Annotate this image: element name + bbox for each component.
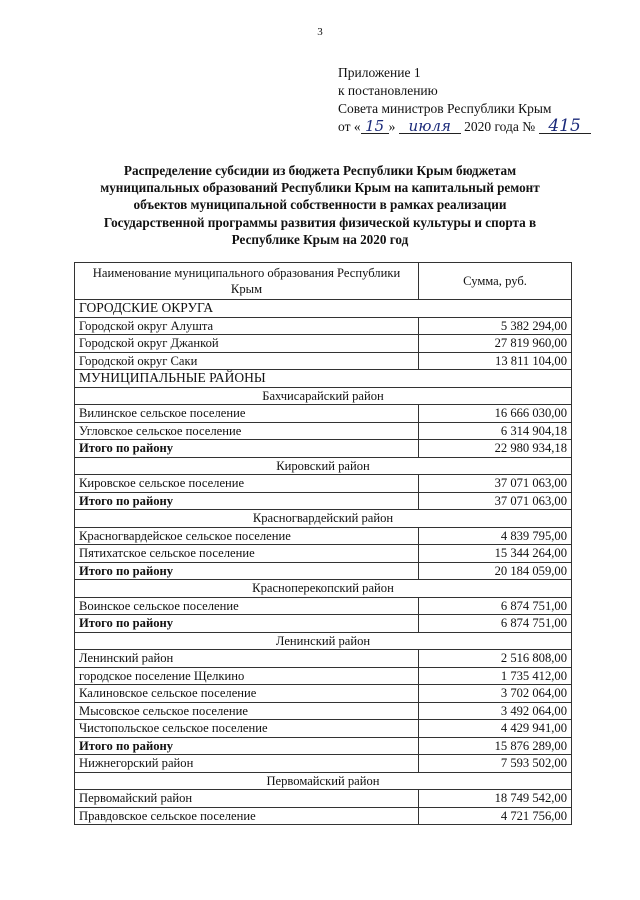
table-row — [75, 527, 572, 545]
table-row — [75, 650, 572, 668]
appendix-line-2: к постановлению — [338, 83, 438, 98]
municipality-name: Первомайский район — [75, 790, 419, 808]
table-row — [75, 405, 572, 423]
table-row — [75, 667, 572, 685]
document-title — [60, 162, 580, 248]
district-heading: Красноперекопский район — [75, 580, 572, 598]
appendix-date-line — [338, 118, 628, 136]
date-year-text: 2020 года № — [464, 119, 536, 134]
appendix-block — [338, 64, 628, 136]
total-label: Итого по району — [75, 615, 419, 633]
total-amount: 22 980 934,18 — [419, 440, 572, 458]
appendix-line-1: Приложение 1 — [338, 65, 421, 80]
subsidy-amount: 18 749 542,00 — [419, 790, 572, 808]
district-total-row — [75, 562, 572, 580]
appendix-line-3: Совета министров Республики Крым — [338, 101, 552, 116]
title-line: муниципальных образований Республики Крым на капитальный ремонт — [100, 180, 540, 196]
municipality-name: Ленинский район — [75, 650, 419, 668]
municipality-name: Кировское сельское поселение — [75, 475, 419, 493]
section-heading: МУНИЦИПАЛЬНЫЕ РАЙОНЫ — [75, 370, 572, 388]
subsidy-amount: 4 839 795,00 — [419, 527, 572, 545]
subsidy-amount: 16 666 030,00 — [419, 405, 572, 423]
table-row — [75, 545, 572, 563]
table-row — [75, 317, 572, 335]
district-heading: Кировский район — [75, 457, 572, 475]
district-row — [75, 387, 572, 405]
municipality-name: Городской округ Саки — [75, 352, 419, 370]
subsidy-amount: 4 429 941,00 — [419, 720, 572, 738]
section-heading: ГОРОДСКИЕ ОКРУГА — [75, 300, 572, 318]
subsidy-amount: 4 721 756,00 — [419, 807, 572, 825]
table-body — [75, 300, 572, 825]
table-row — [75, 352, 572, 370]
municipality-name: Мысовское сельское поселение — [75, 702, 419, 720]
district-total-row — [75, 440, 572, 458]
district-row — [75, 510, 572, 528]
table-row — [75, 597, 572, 615]
subsidy-table — [74, 262, 572, 825]
handwritten-day: 15 — [361, 119, 389, 134]
subsidy-amount: 37 071 063,00 — [419, 475, 572, 493]
subsidy-amount: 7 593 502,00 — [419, 755, 572, 773]
table-row — [75, 807, 572, 825]
total-amount: 6 874 751,00 — [419, 615, 572, 633]
municipality-name: Угловское сельское поселение — [75, 422, 419, 440]
total-amount: 20 184 059,00 — [419, 562, 572, 580]
municipality-name: Правдовское сельское поселение — [75, 807, 419, 825]
date-day-suffix: » — [388, 119, 396, 134]
municipality-name: Вилинское сельское поселение — [75, 405, 419, 423]
subsidy-amount: 3 702 064,00 — [419, 685, 572, 703]
total-amount: 15 876 289,00 — [419, 737, 572, 755]
subsidy-amount: 27 819 960,00 — [419, 335, 572, 353]
municipality-name: Чистопольское сельское поселение — [75, 720, 419, 738]
municipality-name: городское поселение Щелкино — [75, 667, 419, 685]
page-number: 3 — [317, 26, 323, 38]
municipality-name: Городской округ Алушта — [75, 317, 419, 335]
handwritten-month: июля — [399, 119, 461, 134]
subsidy-amount: 15 344 264,00 — [419, 545, 572, 563]
title-line: Республике Крым на 2020 год — [231, 231, 409, 247]
column-header-sum: Сумма, руб. — [419, 263, 572, 300]
subsidy-amount: 6 314 904,18 — [419, 422, 572, 440]
subsidy-amount: 6 874 751,00 — [419, 597, 572, 615]
district-row — [75, 580, 572, 598]
title-line: Государственной программы развития физической культуры и спорта в — [103, 214, 537, 230]
district-row — [75, 632, 572, 650]
subsidy-amount: 1 735 412,00 — [419, 667, 572, 685]
district-heading: Ленинский район — [75, 632, 572, 650]
total-label: Итого по району — [75, 440, 419, 458]
table-row — [75, 790, 572, 808]
district-heading: Первомайский район — [75, 772, 572, 790]
district-heading: Красногвардейский район — [75, 510, 572, 528]
municipality-name: Красногвардейское сельское поселение — [75, 527, 419, 545]
district-total-row — [75, 737, 572, 755]
table-row — [75, 702, 572, 720]
date-prefix: от « — [338, 119, 361, 134]
total-label: Итого по району — [75, 562, 419, 580]
district-total-row — [75, 615, 572, 633]
title-line: объектов муниципальной собственности в рамках реализации — [133, 197, 507, 213]
municipality-name: Нижнегорский район — [75, 755, 419, 773]
table-row — [75, 755, 572, 773]
title-line: Распределение субсидии из бюджета Республики Крым бюджетам — [123, 163, 517, 178]
total-label: Итого по району — [75, 492, 419, 510]
municipality-name: Пятихатское сельское поселение — [75, 545, 419, 563]
subsidy-amount: 2 516 808,00 — [419, 650, 572, 668]
section-row — [75, 370, 572, 388]
total-amount: 37 071 063,00 — [419, 492, 572, 510]
section-row — [75, 300, 572, 318]
column-header-name: Наименование муниципального образования Республики Крым — [75, 263, 419, 300]
subsidy-amount: 13 811 104,00 — [419, 352, 572, 370]
table-row — [75, 335, 572, 353]
municipality-name: Калиновское сельское поселение — [75, 685, 419, 703]
table-header-row — [75, 263, 572, 300]
table-row — [75, 685, 572, 703]
district-heading: Бахчисарайский район — [75, 387, 572, 405]
subsidy-amount: 5 382 294,00 — [419, 317, 572, 335]
handwritten-resolution-number: 415 — [539, 119, 591, 134]
total-label: Итого по району — [75, 737, 419, 755]
table-row — [75, 422, 572, 440]
municipality-name: Воинское сельское поселение — [75, 597, 419, 615]
subsidy-amount: 3 492 064,00 — [419, 702, 572, 720]
municipality-name: Городской округ Джанкой — [75, 335, 419, 353]
table-row — [75, 720, 572, 738]
district-row — [75, 772, 572, 790]
district-total-row — [75, 492, 572, 510]
table-row — [75, 475, 572, 493]
district-row — [75, 457, 572, 475]
